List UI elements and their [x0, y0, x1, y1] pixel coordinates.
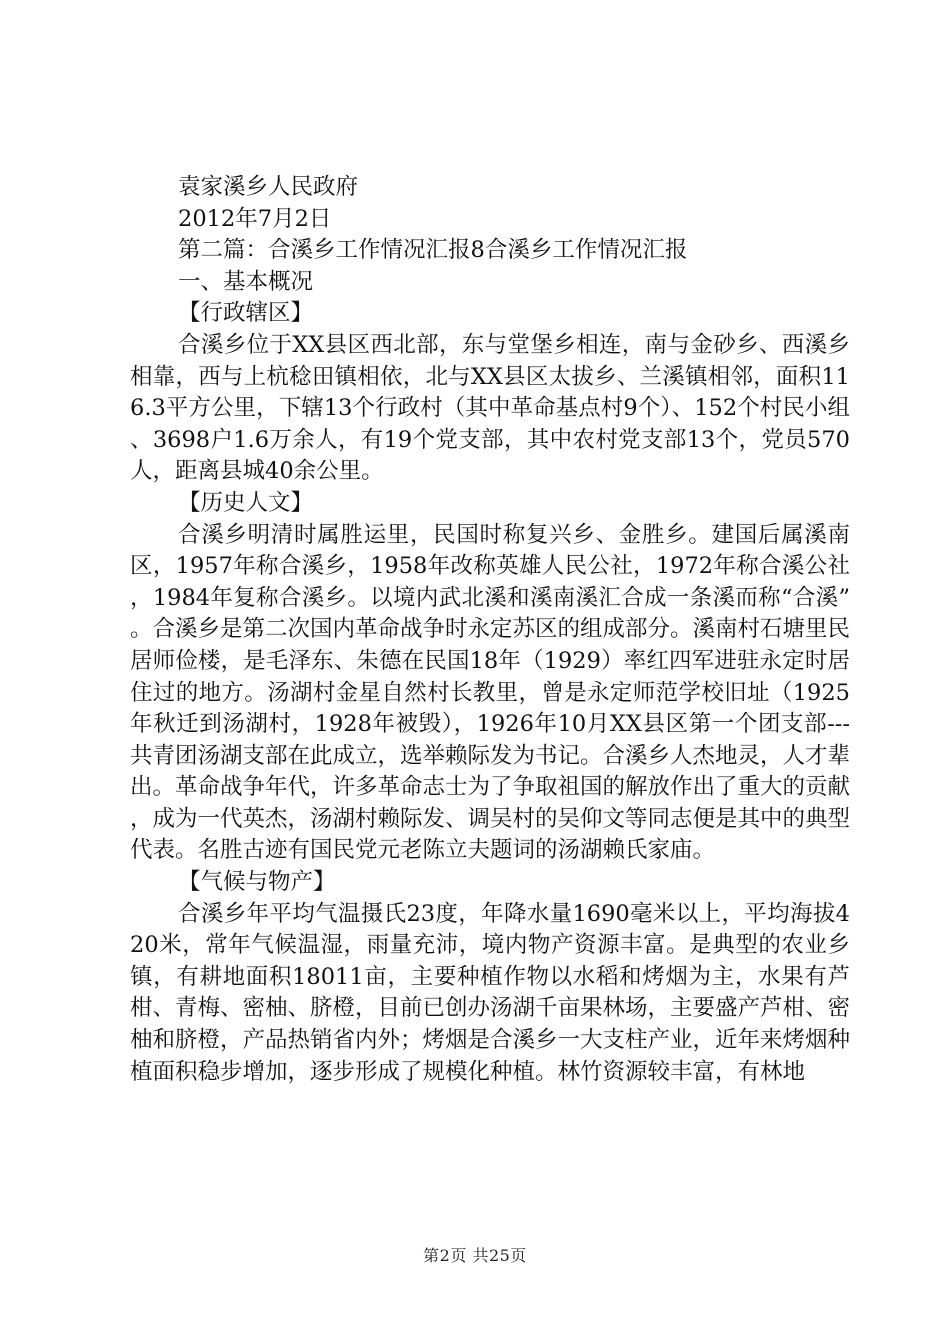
- paragraph-climate-products: 合溪乡年平均气温摄氏23度，年降水量1690毫米以上，平均海拔420米，常年气候温湿，雨量充沛，境内物产资源丰富。是典型的农业乡镇，有耕地面积18011亩，主要种植作物以水稻和烤烟为主，水果有芦柑、青梅、密柚、脐橙，目前已创办汤湖千亩果林场，主要盛产芦柑、密柚和脐橙，产品热销省内外；烤烟是合溪乡一大支柱产业，近年来烤烟种植面积稳步增加，逐步形成了规模化种植。林竹资源较丰富，有林地: [130, 900, 851, 1085]
- heading-climate-products: 【气候与物产】: [178, 869, 336, 896]
- issuer-line: 袁家溪乡人民政府: [178, 174, 359, 200]
- paragraph-history-culture: 合溪乡明清时属胜运里，民国时称复兴乡、金胜乡。建国后属溪南区，1957年称合溪乡，1958年改称英雄人民公社，1972年称合溪公社，1984年复称合溪乡。以境内武北溪和溪南溪汇合成一条溪而称“合溪”。合溪乡是第二次国内革命战争时永定苏区的组成部分。溪南村石塘里民居师俭楼，是毛泽东、朱德在民国18年（1929）率红四军进驻永定时居住过的地方。汤湖村金星自然村长教里，曾是永定师范学校旧址（1925年秋迁到汤湖村，1928年被毁），1926年10月XX县区第一个团支部---共青团汤湖支部在此成立，选举赖际发为书记。合溪乡人杰地灵，人才辈出。革命战争年代，许多革命志士为了争取祖国的解放作出了重大的贡献，成为一代英杰，汤湖村赖际发、调吴村的吴仰文等同志便是其中的典型代表。名胜古迹有国民党元老陈立夫题词的汤湖赖氏家庙。: [130, 521, 851, 864]
- heading-history-culture: 【历史人文】: [178, 489, 314, 516]
- date-line: 2012年7月2日: [178, 205, 332, 232]
- section-title: 一、基本概况: [178, 268, 314, 295]
- document-body: [130, 172, 850, 1088]
- heading-administrative-area: 【行政辖区】: [178, 300, 314, 327]
- chapter-title: 第二篇：合溪乡工作情况汇报8合溪乡工作情况汇报: [178, 237, 688, 264]
- paragraph-administrative-area: 合溪乡位于XX县区西北部，东与堂堡乡相连，南与金砂乡、西溪乡相靠，西与上杭稔田镇相依，北与XX县区太拔乡、兰溪镇相邻，面积116.3平方公里，下辖13个行政村（其中革命基点村9个）、152个村民小组、3698户1.6万余人，有19个党支部，其中农村党支部13个，党员570人，距离县城40余公里。: [130, 331, 850, 485]
- page-footer: 第2页 共25页: [423, 1246, 527, 1265]
